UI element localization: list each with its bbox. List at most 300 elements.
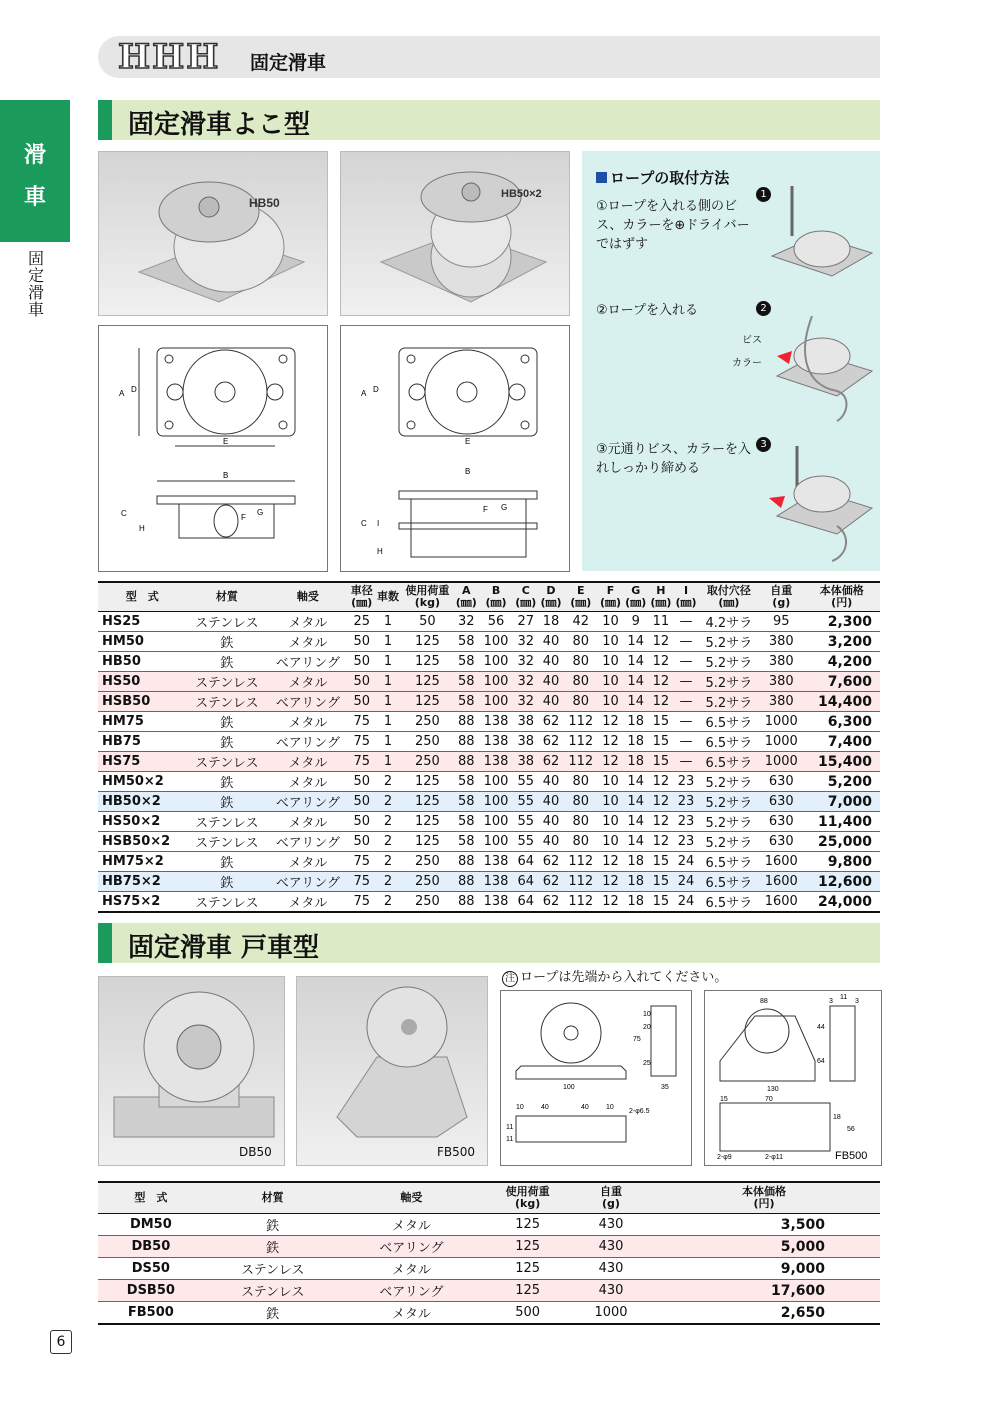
table-cell: 7,600 bbox=[803, 672, 880, 692]
svg-text:75: 75 bbox=[633, 1036, 641, 1043]
table-cell: 10 bbox=[598, 692, 623, 712]
table-cell: 12 bbox=[648, 652, 673, 672]
table-row bbox=[98, 712, 880, 732]
table-cell: ベアリング bbox=[267, 692, 348, 712]
table-row bbox=[98, 772, 880, 792]
svg-text:56: 56 bbox=[847, 1126, 855, 1133]
table-cell: 1 bbox=[375, 612, 401, 632]
table-cell: HM50×2 bbox=[98, 772, 187, 792]
label-collar: カラー bbox=[732, 358, 762, 369]
table-cell: HS50 bbox=[98, 672, 187, 692]
table-cell: 12 bbox=[648, 812, 673, 832]
table-header-cell: D (㎜) bbox=[538, 582, 563, 612]
table-cell: 125 bbox=[401, 672, 454, 692]
drawing-fb500 bbox=[704, 990, 882, 1166]
table-cell: 1600 bbox=[759, 892, 803, 913]
label-bis: ビス bbox=[742, 335, 762, 346]
table-cell: HS75 bbox=[98, 752, 187, 772]
table-header-cell: 材質 bbox=[204, 1182, 342, 1214]
table-cell: 鉄 bbox=[187, 852, 267, 872]
table-cell: 58 bbox=[454, 792, 479, 812]
table-cell: 112 bbox=[564, 872, 598, 892]
svg-text:B: B bbox=[223, 471, 229, 480]
table-cell: 24,000 bbox=[803, 892, 880, 913]
table-cell: 55 bbox=[513, 772, 538, 792]
table-cell: 18 bbox=[623, 752, 648, 772]
side-tab-char-2: 車 bbox=[23, 185, 46, 210]
table-cell: 88 bbox=[454, 752, 479, 772]
table-cell: メタル bbox=[267, 632, 348, 652]
table-cell: 10 bbox=[598, 672, 623, 692]
table-cell: 6.5サラ bbox=[699, 732, 760, 752]
side-tab bbox=[0, 100, 70, 242]
table-header-cell: 軸受 bbox=[267, 582, 348, 612]
table-cell: 12 bbox=[598, 732, 623, 752]
table-row bbox=[98, 672, 880, 692]
drawing-double bbox=[340, 325, 570, 572]
svg-text:40: 40 bbox=[541, 1104, 549, 1111]
table-cell: 12 bbox=[598, 752, 623, 772]
svg-text:B: B bbox=[465, 467, 471, 476]
table-cell: 50 bbox=[349, 632, 375, 652]
table-cell: 2 bbox=[375, 832, 401, 852]
table-cell: HS50×2 bbox=[98, 812, 187, 832]
side-tab-char-1: 滑 bbox=[23, 143, 46, 168]
table-cell: 27 bbox=[513, 612, 538, 632]
table-cell: 38 bbox=[513, 752, 538, 772]
table-cell: 88 bbox=[454, 892, 479, 913]
table-cell: 鉄 bbox=[187, 712, 267, 732]
table-cell: 50 bbox=[349, 692, 375, 712]
fb500-photo-icon bbox=[297, 977, 487, 1165]
table-cell: 88 bbox=[454, 872, 479, 892]
table-cell: 5.2サラ bbox=[699, 792, 760, 812]
svg-text:E: E bbox=[465, 437, 471, 446]
table-cell: 6.5サラ bbox=[699, 892, 760, 913]
table-row bbox=[98, 612, 880, 632]
table-cell: 55 bbox=[513, 832, 538, 852]
svg-text:FB500: FB500 bbox=[835, 1150, 868, 1162]
table-row bbox=[98, 752, 880, 772]
table-header-cell: 使用荷重 (kg) bbox=[481, 1182, 574, 1214]
caption-db50: DB50 bbox=[239, 1145, 272, 1159]
svg-text:D: D bbox=[373, 385, 379, 394]
svg-text:20: 20 bbox=[643, 1024, 651, 1031]
table-cell: 250 bbox=[401, 712, 454, 732]
table-cell: 鉄 bbox=[187, 652, 267, 672]
table-cell: 80 bbox=[564, 812, 598, 832]
table-header-cell: 本体価格 (円) bbox=[648, 1182, 880, 1214]
table-cell: 14 bbox=[623, 812, 648, 832]
table-cell: 25,000 bbox=[803, 832, 880, 852]
table-cell: HB75 bbox=[98, 732, 187, 752]
table-cell: 40 bbox=[538, 672, 563, 692]
table-header-cell: A (㎜) bbox=[454, 582, 479, 612]
svg-text:88: 88 bbox=[760, 998, 768, 1005]
table-cell: 24 bbox=[673, 892, 698, 913]
table-cell: 12 bbox=[598, 872, 623, 892]
table-cell: 88 bbox=[454, 852, 479, 872]
svg-text:64: 64 bbox=[817, 1058, 825, 1065]
table-cell: 15 bbox=[648, 712, 673, 732]
table-cell: 64 bbox=[513, 852, 538, 872]
table-cell: 15 bbox=[648, 892, 673, 913]
rope-instructions-panel bbox=[582, 151, 880, 571]
table-cell: 630 bbox=[759, 832, 803, 852]
section-heading-dosha: 固定滑車 戸車型 bbox=[98, 923, 880, 963]
table-cell: 40 bbox=[538, 812, 563, 832]
table-cell: ステンレス bbox=[187, 672, 267, 692]
table-cell: 7,000 bbox=[803, 792, 880, 812]
svg-text:E: E bbox=[223, 437, 229, 446]
rope-step-3: ③元通りビス、カラーを入れしっかり締める bbox=[596, 442, 752, 476]
table-cell: ステンレス bbox=[204, 1258, 342, 1280]
table-cell: 10 bbox=[598, 792, 623, 812]
table-cell: 9,800 bbox=[803, 852, 880, 872]
table-cell: 250 bbox=[401, 892, 454, 913]
table-cell: 12 bbox=[648, 692, 673, 712]
table-cell: 2 bbox=[375, 792, 401, 812]
table-cell: 12 bbox=[648, 792, 673, 812]
table-cell: 112 bbox=[564, 712, 598, 732]
table-cell: 64 bbox=[513, 872, 538, 892]
table-cell: 50 bbox=[349, 772, 375, 792]
table-cell: 18 bbox=[623, 852, 648, 872]
table-cell: 80 bbox=[564, 632, 598, 652]
table-cell: 64 bbox=[513, 892, 538, 913]
rope-panel-title: ロープの取付方法 bbox=[596, 167, 729, 188]
table-cell: 1600 bbox=[759, 852, 803, 872]
table-cell: 40 bbox=[538, 692, 563, 712]
table-cell: 88 bbox=[454, 712, 479, 732]
table-cell: 32 bbox=[513, 632, 538, 652]
table-cell: 14 bbox=[623, 772, 648, 792]
svg-text:70: 70 bbox=[765, 1096, 773, 1103]
svg-text:F: F bbox=[483, 505, 488, 514]
table-row bbox=[98, 892, 880, 913]
table-cell: ベアリング bbox=[267, 732, 348, 752]
table-header-cell: H (㎜) bbox=[648, 582, 673, 612]
table-cell: 630 bbox=[759, 812, 803, 832]
table-cell: 10 bbox=[598, 612, 623, 632]
table-cell: 12 bbox=[648, 672, 673, 692]
svg-text:2-φ11: 2-φ11 bbox=[765, 1154, 784, 1161]
table-cell: DSB50 bbox=[98, 1280, 204, 1302]
dosha-spec-table bbox=[98, 1181, 880, 1325]
table-cell: HB50 bbox=[98, 652, 187, 672]
table-cell: ベアリング bbox=[267, 872, 348, 892]
table-cell: 17,600 bbox=[648, 1280, 880, 1302]
table-header-cell: 軸受 bbox=[342, 1182, 482, 1214]
table-header-cell: 車径 (㎜) bbox=[349, 582, 375, 612]
table-cell: 1 bbox=[375, 632, 401, 652]
table-cell: メタル bbox=[267, 812, 348, 832]
svg-text:I: I bbox=[377, 519, 380, 528]
table-cell: 10 bbox=[598, 772, 623, 792]
table-cell: 14 bbox=[623, 832, 648, 852]
table-cell: 5.2サラ bbox=[699, 652, 760, 672]
table-cell: HB50×2 bbox=[98, 792, 187, 812]
page-number: 6 bbox=[50, 1330, 72, 1354]
svg-text:11: 11 bbox=[506, 1124, 514, 1131]
hb50-stamp: HB50 bbox=[249, 196, 280, 210]
table-cell: 50 bbox=[349, 812, 375, 832]
table-cell: 430 bbox=[574, 1236, 648, 1258]
table-cell: 250 bbox=[401, 732, 454, 752]
table-cell: 112 bbox=[564, 752, 598, 772]
table-row bbox=[98, 812, 880, 832]
table-header-cell: 本体価格 (円) bbox=[803, 582, 880, 612]
table-cell: — bbox=[673, 692, 698, 712]
table-cell: メタル bbox=[267, 772, 348, 792]
table-cell: 40 bbox=[538, 772, 563, 792]
table-cell: DM50 bbox=[98, 1214, 204, 1236]
table-cell: 12 bbox=[648, 632, 673, 652]
table-cell: 112 bbox=[564, 852, 598, 872]
table-cell: 125 bbox=[481, 1258, 574, 1280]
table-cell: 鉄 bbox=[187, 772, 267, 792]
table-cell: 1000 bbox=[574, 1302, 648, 1325]
svg-text:2-φ6.5: 2-φ6.5 bbox=[629, 1108, 650, 1115]
svg-text:10: 10 bbox=[516, 1104, 524, 1111]
table-header-cell: E (㎜) bbox=[564, 582, 598, 612]
table-header-cell: C (㎜) bbox=[513, 582, 538, 612]
table-cell: 1000 bbox=[759, 752, 803, 772]
table-cell: 2 bbox=[375, 852, 401, 872]
table-cell: 62 bbox=[538, 752, 563, 772]
table-cell: 56 bbox=[479, 612, 513, 632]
table-cell: 125 bbox=[481, 1236, 574, 1258]
table-cell: 62 bbox=[538, 872, 563, 892]
table-cell: メタル bbox=[267, 672, 348, 692]
table-cell: 32 bbox=[513, 672, 538, 692]
table-cell: 5.2サラ bbox=[699, 692, 760, 712]
table-cell: 3,200 bbox=[803, 632, 880, 652]
table-cell: 50 bbox=[349, 792, 375, 812]
table-cell: 95 bbox=[759, 612, 803, 632]
table-cell: 55 bbox=[513, 812, 538, 832]
svg-text:15: 15 bbox=[720, 1096, 728, 1103]
table-cell: 4,200 bbox=[803, 652, 880, 672]
table-header-cell: 材質 bbox=[187, 582, 267, 612]
double-pulley-photo-icon bbox=[341, 152, 569, 315]
table-cell: ベアリング bbox=[267, 832, 348, 852]
svg-text:130: 130 bbox=[767, 1086, 779, 1093]
table-cell: 9 bbox=[623, 612, 648, 632]
table-cell: 5.2サラ bbox=[699, 832, 760, 852]
rope-step-1: ①ロープを入れる側のビス、カラーを⊕ドライバーではずす bbox=[596, 199, 750, 252]
table-cell: 11 bbox=[648, 612, 673, 632]
table-cell: 23 bbox=[673, 812, 698, 832]
table-cell: 125 bbox=[401, 692, 454, 712]
photo-db50 bbox=[98, 976, 285, 1166]
svg-text:25: 25 bbox=[643, 1060, 651, 1067]
table-cell: 18 bbox=[623, 712, 648, 732]
table-header-cell: 自重 (g) bbox=[574, 1182, 648, 1214]
table-cell: 58 bbox=[454, 632, 479, 652]
table-cell: 250 bbox=[401, 852, 454, 872]
table-cell: 100 bbox=[479, 772, 513, 792]
table-row bbox=[98, 1302, 880, 1325]
table-cell: ベアリング bbox=[267, 652, 348, 672]
table-row bbox=[98, 652, 880, 672]
drawing-single bbox=[98, 325, 328, 572]
svg-text:G: G bbox=[501, 503, 508, 512]
table-cell: 25 bbox=[349, 612, 375, 632]
table-cell: HM75 bbox=[98, 712, 187, 732]
table-header-cell: 取付穴径 (㎜) bbox=[699, 582, 760, 612]
table-cell: 32 bbox=[513, 652, 538, 672]
table-header-cell: G (㎜) bbox=[623, 582, 648, 612]
table-cell: 5.2サラ bbox=[699, 632, 760, 652]
table-cell: 32 bbox=[513, 692, 538, 712]
table-cell: 15 bbox=[648, 732, 673, 752]
table-row bbox=[98, 832, 880, 852]
table-cell: 112 bbox=[564, 732, 598, 752]
table-row bbox=[98, 872, 880, 892]
table-cell: HM75×2 bbox=[98, 852, 187, 872]
table-row bbox=[98, 1236, 880, 1258]
table-header-cell: B (㎜) bbox=[479, 582, 513, 612]
table-cell: 12 bbox=[598, 712, 623, 732]
table-cell: 62 bbox=[538, 852, 563, 872]
table-cell: 1000 bbox=[759, 712, 803, 732]
table-cell: ステンレス bbox=[187, 832, 267, 852]
table-cell: 15,400 bbox=[803, 752, 880, 772]
table-cell: 5.2サラ bbox=[699, 812, 760, 832]
table-cell: ステンレス bbox=[187, 692, 267, 712]
table-cell: — bbox=[673, 732, 698, 752]
table-row bbox=[98, 692, 880, 712]
table-cell: 250 bbox=[401, 752, 454, 772]
table-cell: メタル bbox=[267, 712, 348, 732]
table-cell: 430 bbox=[574, 1258, 648, 1280]
table-cell: 50 bbox=[401, 612, 454, 632]
table-cell: 鉄 bbox=[187, 792, 267, 812]
svg-text:F: F bbox=[241, 513, 246, 522]
table-cell: 1 bbox=[375, 732, 401, 752]
table-cell: メタル bbox=[342, 1214, 482, 1236]
table-cell: 鉄 bbox=[187, 872, 267, 892]
svg-text:40: 40 bbox=[581, 1104, 589, 1111]
table-cell: 42 bbox=[564, 612, 598, 632]
table-header-cell: 型 式 bbox=[98, 1182, 204, 1214]
svg-text:10: 10 bbox=[606, 1104, 614, 1111]
svg-text:C: C bbox=[121, 509, 127, 518]
table-cell: 12 bbox=[598, 852, 623, 872]
svg-text:H: H bbox=[139, 524, 145, 533]
table-cell: 鉄 bbox=[204, 1236, 342, 1258]
table-cell: FB500 bbox=[98, 1302, 204, 1325]
table-cell: 80 bbox=[564, 772, 598, 792]
table-cell: 38 bbox=[513, 732, 538, 752]
table-cell: 6.5サラ bbox=[699, 872, 760, 892]
table-cell: 3,500 bbox=[648, 1214, 880, 1236]
table-cell: 14 bbox=[623, 672, 648, 692]
table-cell: 100 bbox=[479, 652, 513, 672]
table-cell: ステンレス bbox=[187, 612, 267, 632]
table-cell: 112 bbox=[564, 892, 598, 913]
table-cell: 75 bbox=[349, 732, 375, 752]
table-cell: 50 bbox=[349, 652, 375, 672]
table-cell: 100 bbox=[479, 812, 513, 832]
table-cell: ステンレス bbox=[187, 752, 267, 772]
table-cell: 100 bbox=[479, 792, 513, 812]
table-row bbox=[98, 732, 880, 752]
table-cell: 2 bbox=[375, 892, 401, 913]
rope-note: 注 ロープは先端から入れてください。 bbox=[502, 966, 727, 987]
photo-hb50x2 bbox=[340, 151, 570, 316]
table-cell: 50 bbox=[349, 672, 375, 692]
table-cell: 75 bbox=[349, 752, 375, 772]
table-cell: 58 bbox=[454, 692, 479, 712]
table-cell: 1600 bbox=[759, 872, 803, 892]
table-cell: 6.5サラ bbox=[699, 752, 760, 772]
table-row bbox=[98, 1280, 880, 1302]
table-cell: HSB50 bbox=[98, 692, 187, 712]
svg-text:3: 3 bbox=[855, 998, 859, 1005]
table-header-cell: 型 式 bbox=[98, 582, 187, 612]
table-cell: 32 bbox=[454, 612, 479, 632]
table-cell: 380 bbox=[759, 672, 803, 692]
table-cell: DB50 bbox=[98, 1236, 204, 1258]
table-cell: ステンレス bbox=[187, 812, 267, 832]
section-heading-yoko: 固定滑車よこ型 bbox=[98, 100, 880, 140]
svg-text:35: 35 bbox=[661, 1084, 669, 1091]
table-cell: — bbox=[673, 672, 698, 692]
table-cell: 125 bbox=[401, 792, 454, 812]
drawing-db50 bbox=[500, 990, 692, 1166]
table-cell: HSB50×2 bbox=[98, 832, 187, 852]
svg-text:C: C bbox=[361, 519, 367, 528]
table-cell: — bbox=[673, 712, 698, 732]
table-cell: 1 bbox=[375, 652, 401, 672]
table-header-cell: 使用荷重 (kg) bbox=[401, 582, 454, 612]
table-row bbox=[98, 792, 880, 812]
table-cell: 24 bbox=[673, 872, 698, 892]
table-cell: 80 bbox=[564, 832, 598, 852]
table-cell: 1 bbox=[375, 712, 401, 732]
table-cell: 100 bbox=[479, 832, 513, 852]
pulley-photo-icon bbox=[99, 152, 327, 315]
side-vertical-label: 固定滑車 bbox=[27, 249, 44, 319]
table-cell: 88 bbox=[454, 732, 479, 752]
table-cell: 125 bbox=[401, 812, 454, 832]
table-cell: 55 bbox=[513, 792, 538, 812]
step1-illustration-icon bbox=[762, 181, 880, 281]
step-number-3: 3 bbox=[756, 437, 771, 452]
table-cell: 80 bbox=[564, 672, 598, 692]
table-cell: 1 bbox=[375, 672, 401, 692]
table-cell: 125 bbox=[481, 1280, 574, 1302]
table-header-cell: F (㎜) bbox=[598, 582, 623, 612]
photo-fb500 bbox=[296, 976, 488, 1166]
table-cell: 7,400 bbox=[803, 732, 880, 752]
table-cell: 100 bbox=[479, 692, 513, 712]
table-cell: 75 bbox=[349, 712, 375, 732]
table-cell: 12 bbox=[648, 832, 673, 852]
table-cell: 40 bbox=[538, 652, 563, 672]
table-cell: メタル bbox=[342, 1302, 482, 1325]
table-cell: ベアリング bbox=[342, 1236, 482, 1258]
table-cell: 10 bbox=[598, 652, 623, 672]
table-cell: 6.5サラ bbox=[699, 712, 760, 732]
table-cell: 138 bbox=[479, 852, 513, 872]
svg-text:18: 18 bbox=[833, 1114, 841, 1121]
table-cell: 15 bbox=[648, 852, 673, 872]
rope-step-2: ②ロープを入れる bbox=[596, 303, 699, 318]
brand-logo: HHH bbox=[118, 37, 221, 77]
